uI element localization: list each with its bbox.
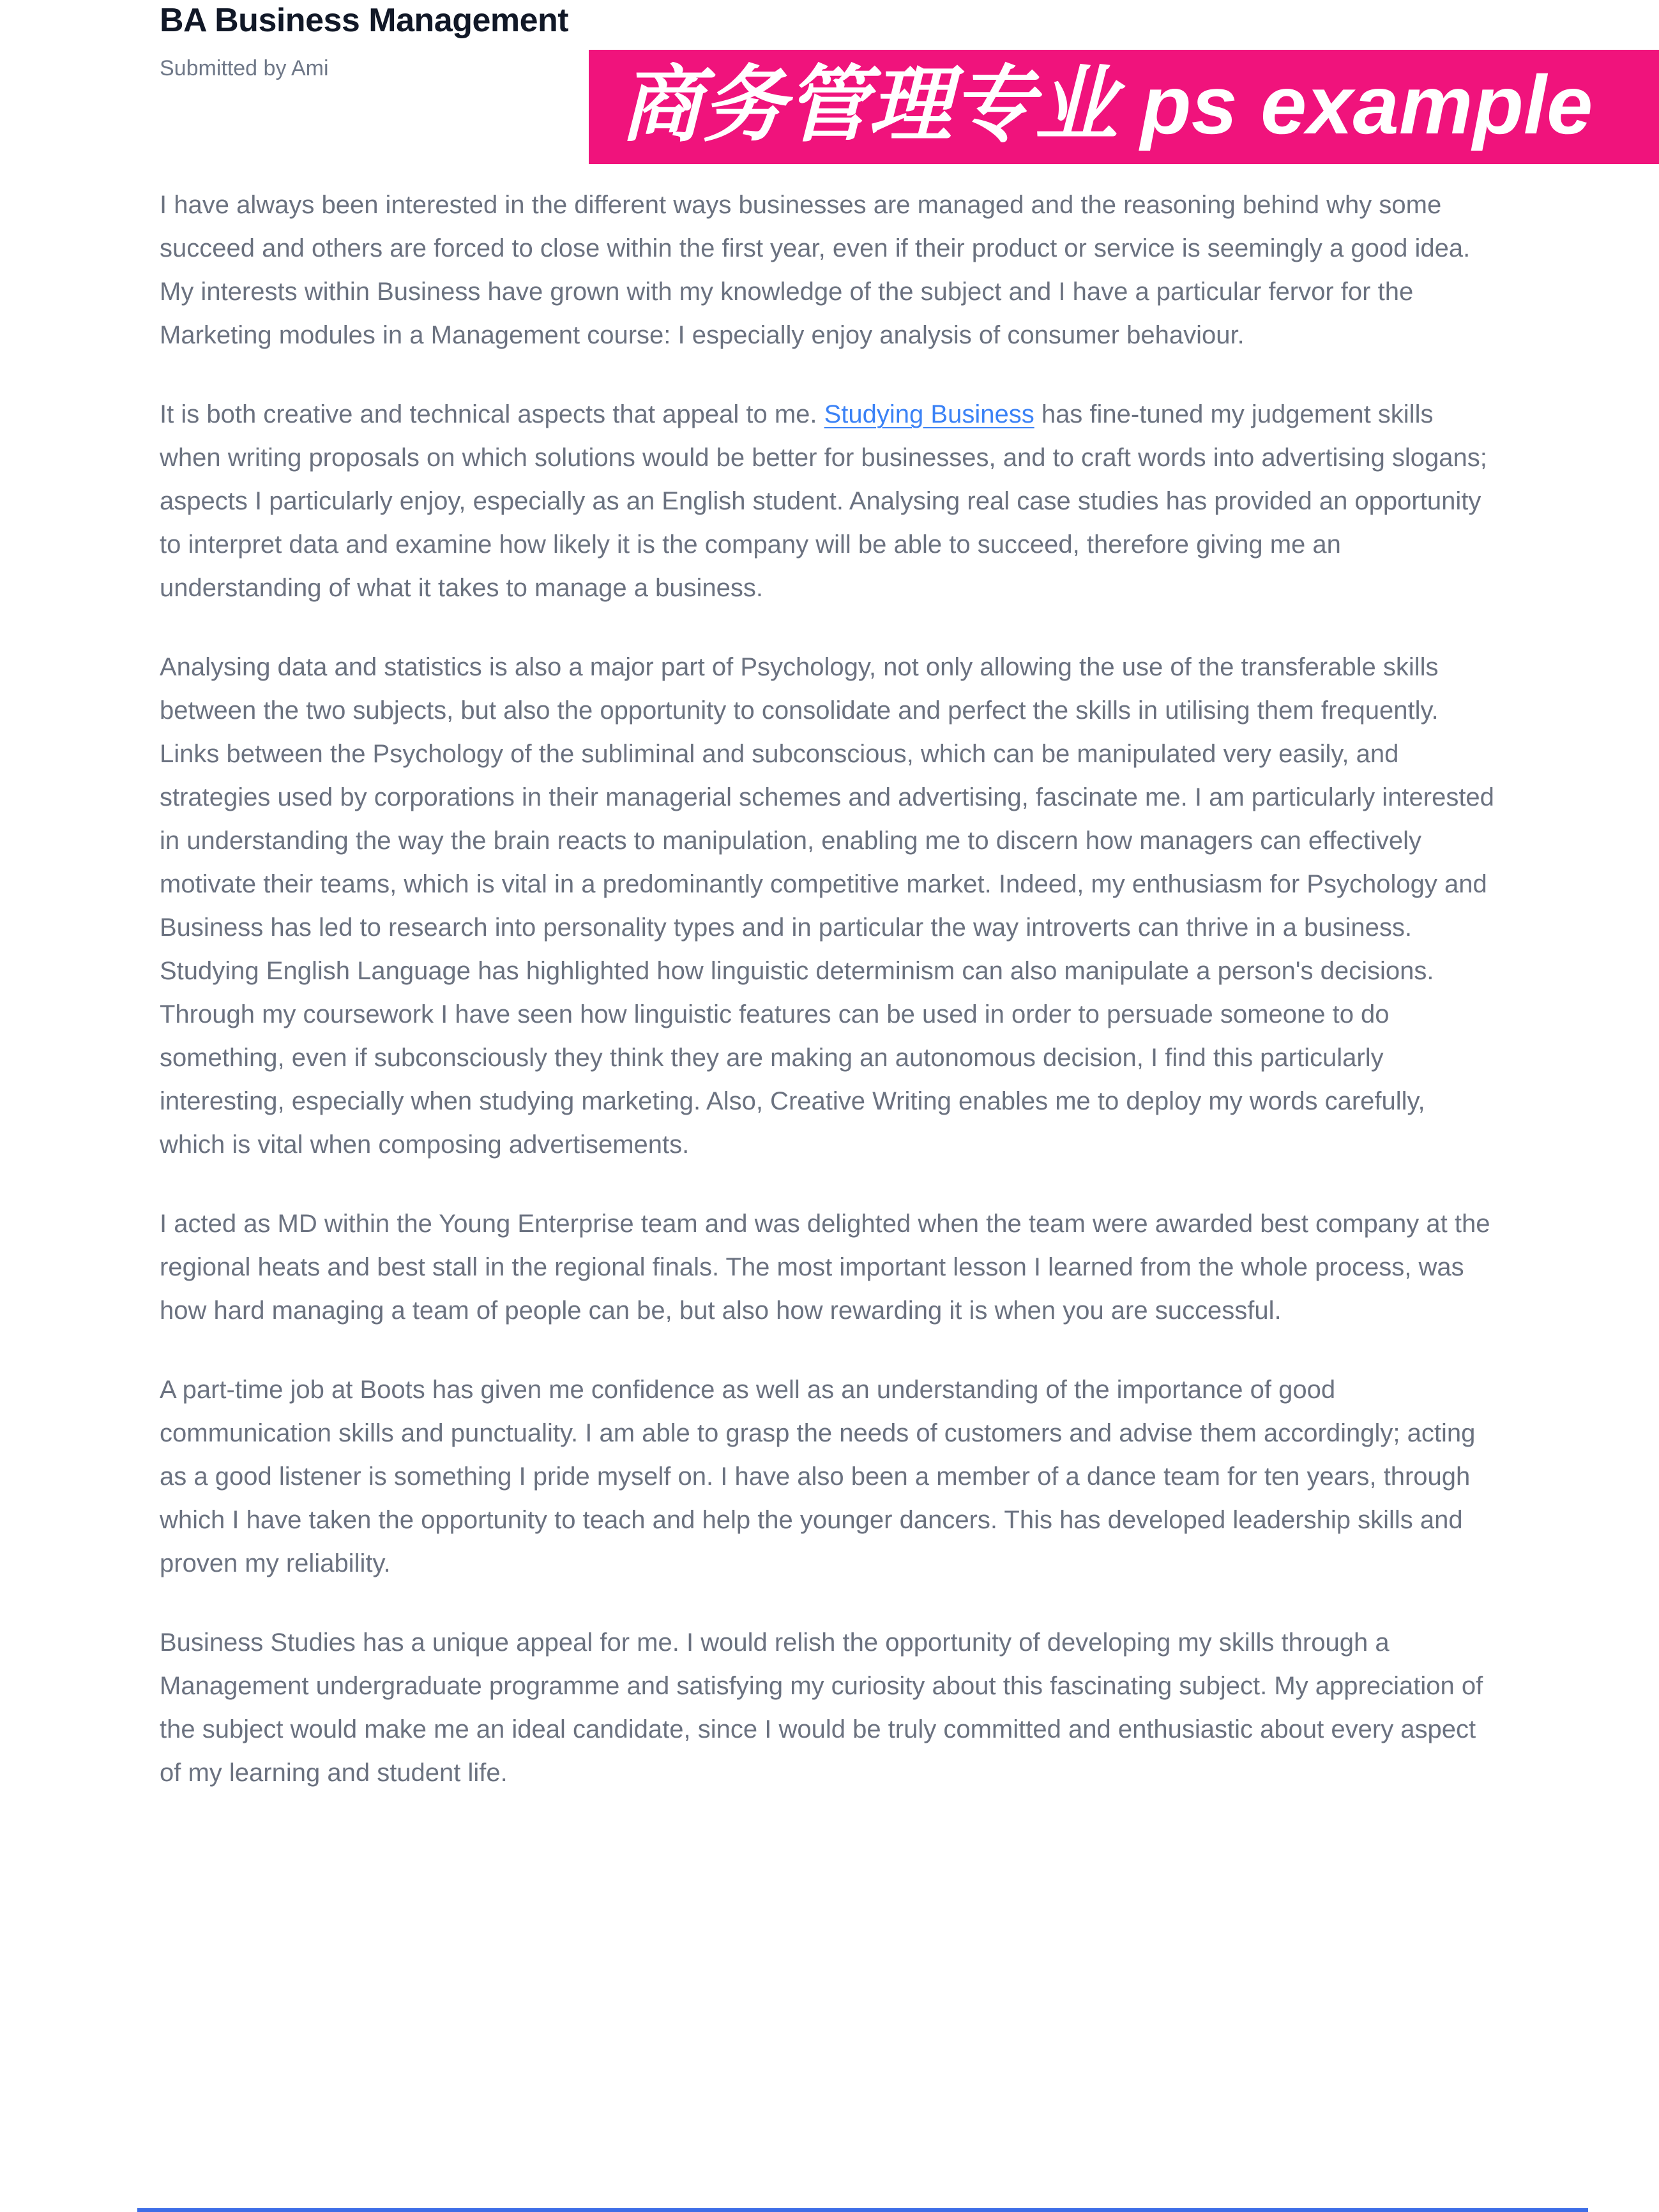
essay-paragraph-4: Studying English Language has highlighted how linguistic determinism can also manipulate a person's decisions. Through my coursework I have seen how linguistic features can be used in order to persuade someone to do something, even if subconsciously they think they are making an autonomous decision, I find this particularly interesting, especially when studying marketing. Also, Creative Writing enables me to deploy my words carefully, which is vital when composing advertisements. [160, 957, 1434, 1159]
essay-body [160, 183, 1494, 1830]
essay-paragraph-2 [160, 393, 1494, 610]
essay-paragraph-3: Analysing data and statistics is also a major part of Psychology, not only allowing the use of the transferable skills between the two subjects, but also the opportunity to consolidate and perfect the skills in utilising them frequently. Links between the Psychology of the subliminal and subconscious, which can be manipulated very easily, and strategies used by corporations in their managerial schemes and advertising, fascinate me. I am particularly interested in understanding the way the brain reacts to manipulation, enabling me to discern how managers can effectively motivate their teams, which is vital in a predominantly competitive market. Indeed, my enthusiasm for Psychology and Business has led to research into personality types and in particular the way introverts can thrive in a business. [160, 653, 1494, 942]
essay-paragraph-1: I have always been interested in the different ways businesses are managed and the reasoning behind why some succeed and others are forced to close within the first year, even if their product or service is seemingly a good idea. My interests within Business have grown with my knowledge of the subject and I have a particular fervor for the Marketing modules in a Management course: I especially enjoy analysis of consumer behaviour. [160, 191, 1471, 349]
banner [589, 50, 1659, 164]
studying-business-link[interactable]: Studying Business [824, 400, 1034, 428]
paragraph-2-text-after-link: has fine-tuned my judgement skills when writing proposals on which solutions would be better for businesses, and to craft words into advertising slogans; aspects I particularly enjoy, especially as an English student. Analysing real case studies has provided an opportunity to interpret data and examine how likely it is the company will be able to succeed, therefore giving me an understanding of what it takes to manage a business. [160, 400, 1487, 602]
byline: Submitted by Ami [160, 56, 329, 80]
essay-paragraph-6: A part-time job at Boots has given me confidence as well as an understanding of the importance of good communication skills and punctuality. I am able to grasp the needs of customers and advise them accordingly; acting as a good listener is something I pride myself on. I have also been a member of a dance team for ten years, through which I have taken the opportunity to teach and help the younger dancers. This has developed leadership skills and proven my reliability. [160, 1376, 1476, 1577]
page-title: BA Business Management [160, 2, 569, 39]
banner-text: 商务管理专业 ps example [619, 57, 1593, 151]
essay-paragraph-5: I acted as MD within the Young Enterprise team and was delighted when the team were awarded best company at the regional heats and best stall in the regional finals. The most important lesson I learned from the whole process, was how hard managing a team of people can be, but also how rewarding it is when you are successful. [160, 1210, 1490, 1325]
bottom-blue-bar [137, 2208, 1588, 2212]
essay-paragraph-7: Business Studies has a unique appeal for me. I would relish the opportunity of developing my skills through a Management undergraduate programme and satisfying my curiosity about this fascinating subject. My appreciation of the subject would make me an ideal candidate, since I would be truly committed and enthusiastic about every aspect of my learning and student life. [160, 1629, 1483, 1787]
paragraph-2-text-before-link: It is both creative and technical aspects that appeal to me. [160, 400, 824, 428]
